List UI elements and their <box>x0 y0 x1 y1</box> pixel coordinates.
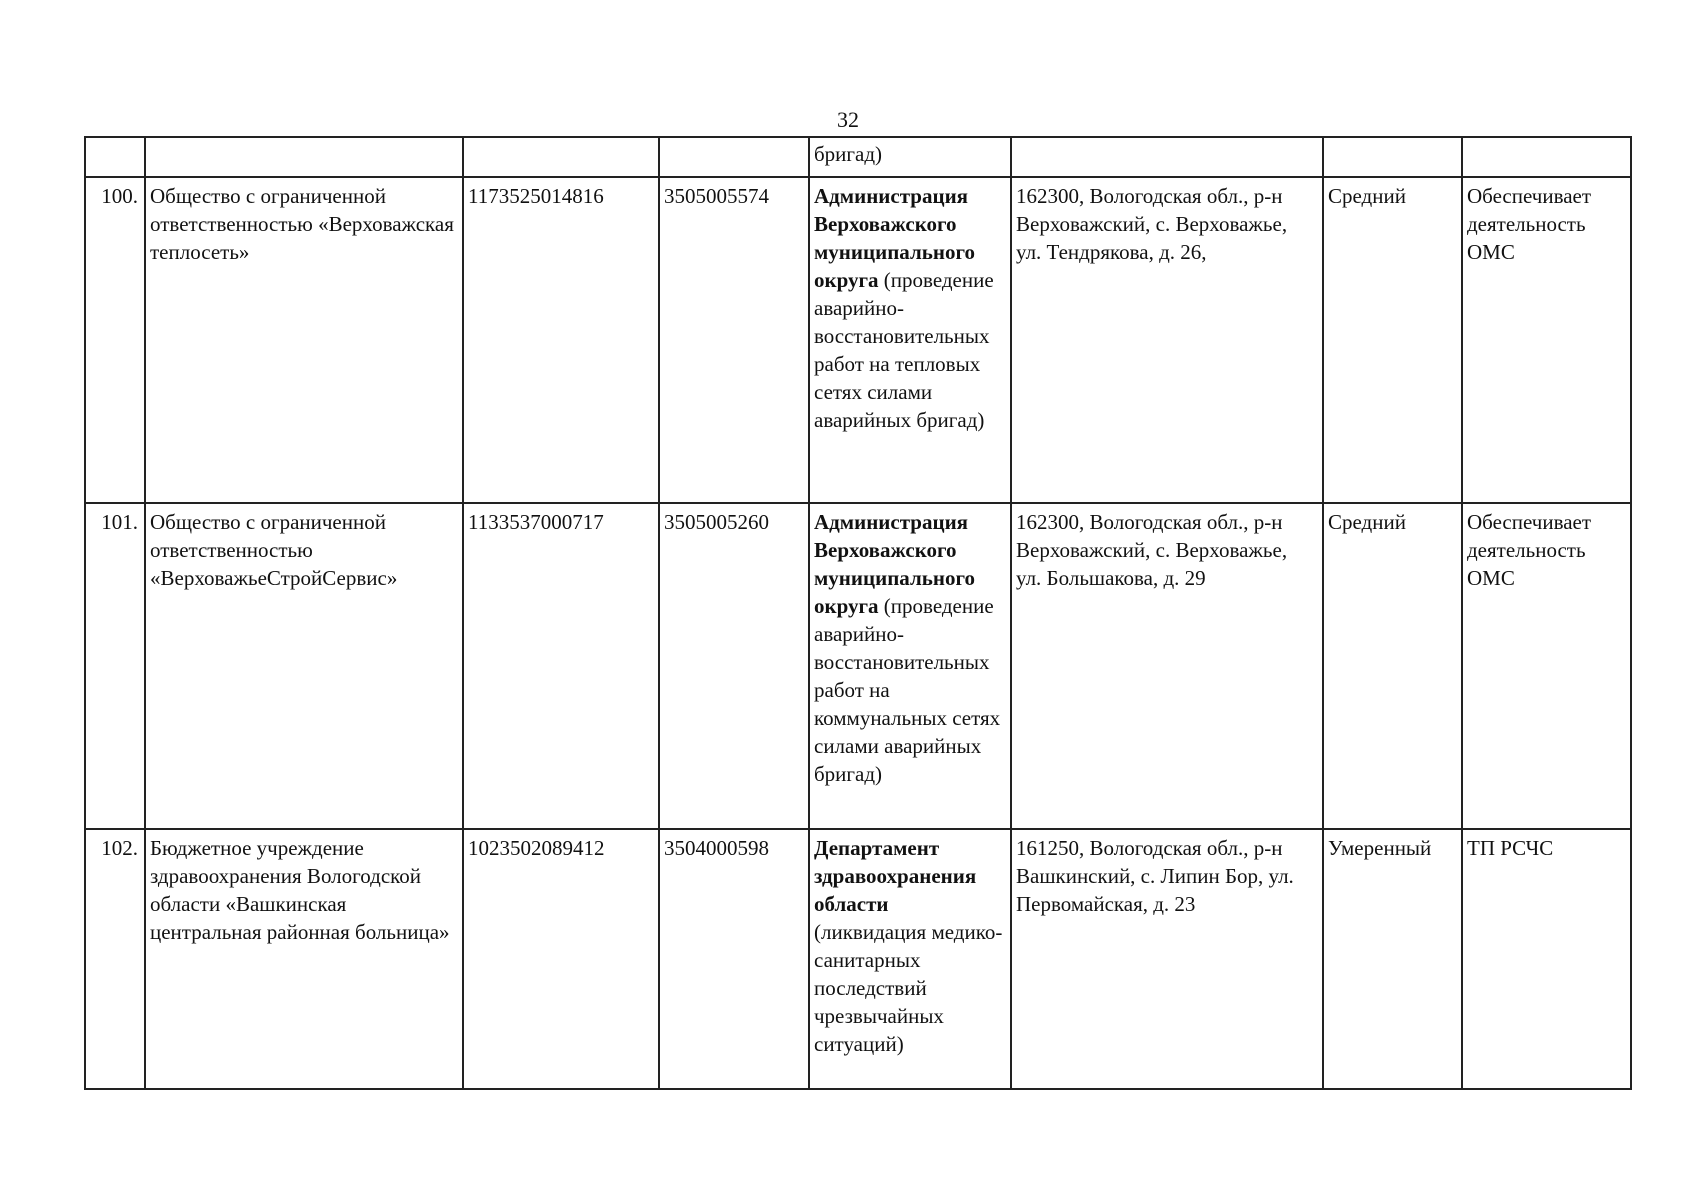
cell-authority <box>809 177 1011 503</box>
cell-num <box>85 137 145 177</box>
organizations-table <box>84 136 1632 1090</box>
cell-ogrn: 1023502089412 <box>463 829 659 1089</box>
cell-name: Общество с ограниченной ответственностью «ВерховажьеСтройСервис» <box>145 503 463 829</box>
cell-inn: 3505005574 <box>659 177 809 503</box>
cell-inn: 3504000598 <box>659 829 809 1089</box>
table-row <box>85 503 1631 829</box>
authority-note: (ликвидация медико-санитарных последствий чрезвычайных ситуаций) <box>814 920 1003 1056</box>
cell-num: 101. <box>85 503 145 829</box>
cell-risk: Средний <box>1323 503 1462 829</box>
cell-risk: Умеренный <box>1323 829 1462 1089</box>
cell-address: 162300, Вологодская обл., р-н Верховажский, с. Верховажье, ул. Тендрякова, д. 26, <box>1011 177 1323 503</box>
authority-note: (проведение аварийно-восстановительных работ на коммунальных сетях силами аварийных бригад) <box>814 594 1001 786</box>
cell-risk <box>1323 137 1462 177</box>
table-row <box>85 829 1631 1089</box>
cell-ogrn: 1173525014816 <box>463 177 659 503</box>
cell-address: 162300, Вологодская обл., р-н Верховажский, с. Верховажье, ул. Большакова, д. 29 <box>1011 503 1323 829</box>
cell-num: 100. <box>85 177 145 503</box>
authority-name: Администрация Верховажского муниципального округа <box>814 184 975 292</box>
cell-address: 161250, Вологодская обл., р-н Вашкинский, с. Липин Бор, ул. Первомайская, д. 23 <box>1011 829 1323 1089</box>
cell-authority <box>809 503 1011 829</box>
cell-authority <box>809 829 1011 1089</box>
table-row-continuation <box>85 137 1631 177</box>
cell-address <box>1011 137 1323 177</box>
cell-ogrn <box>463 137 659 177</box>
cell-name: Бюджетное учреждение здравоохранения Вологодской области «Вашкинская центральная районная больница» <box>145 829 463 1089</box>
cell-note: Обеспечивает деятельность ОМС <box>1462 177 1631 503</box>
cell-risk: Средний <box>1323 177 1462 503</box>
authority-name: Департамент здравоохранения области <box>814 836 977 916</box>
cell-authority <box>809 137 1011 177</box>
authority-name: Администрация Верховажского муниципального округа <box>814 510 975 618</box>
cell-note <box>1462 137 1631 177</box>
cell-note: ТП РСЧС <box>1462 829 1631 1089</box>
cell-inn: 3505005260 <box>659 503 809 829</box>
cell-name: Общество с ограниченной ответственностью «Верховажская теплосеть» <box>145 177 463 503</box>
cell-name <box>145 137 463 177</box>
authority-note: (проведение аварийно-восстановительных работ на тепловых сетях силами аварийных бригад) <box>814 268 994 432</box>
cell-note: Обеспечивает деятельность ОМС <box>1462 503 1631 829</box>
table-row <box>85 177 1631 503</box>
authority-tail: бригад) <box>814 142 883 166</box>
page-number: 32 <box>837 107 859 132</box>
cell-ogrn: 1133537000717 <box>463 503 659 829</box>
cell-num: 102. <box>85 829 145 1089</box>
cell-inn <box>659 137 809 177</box>
